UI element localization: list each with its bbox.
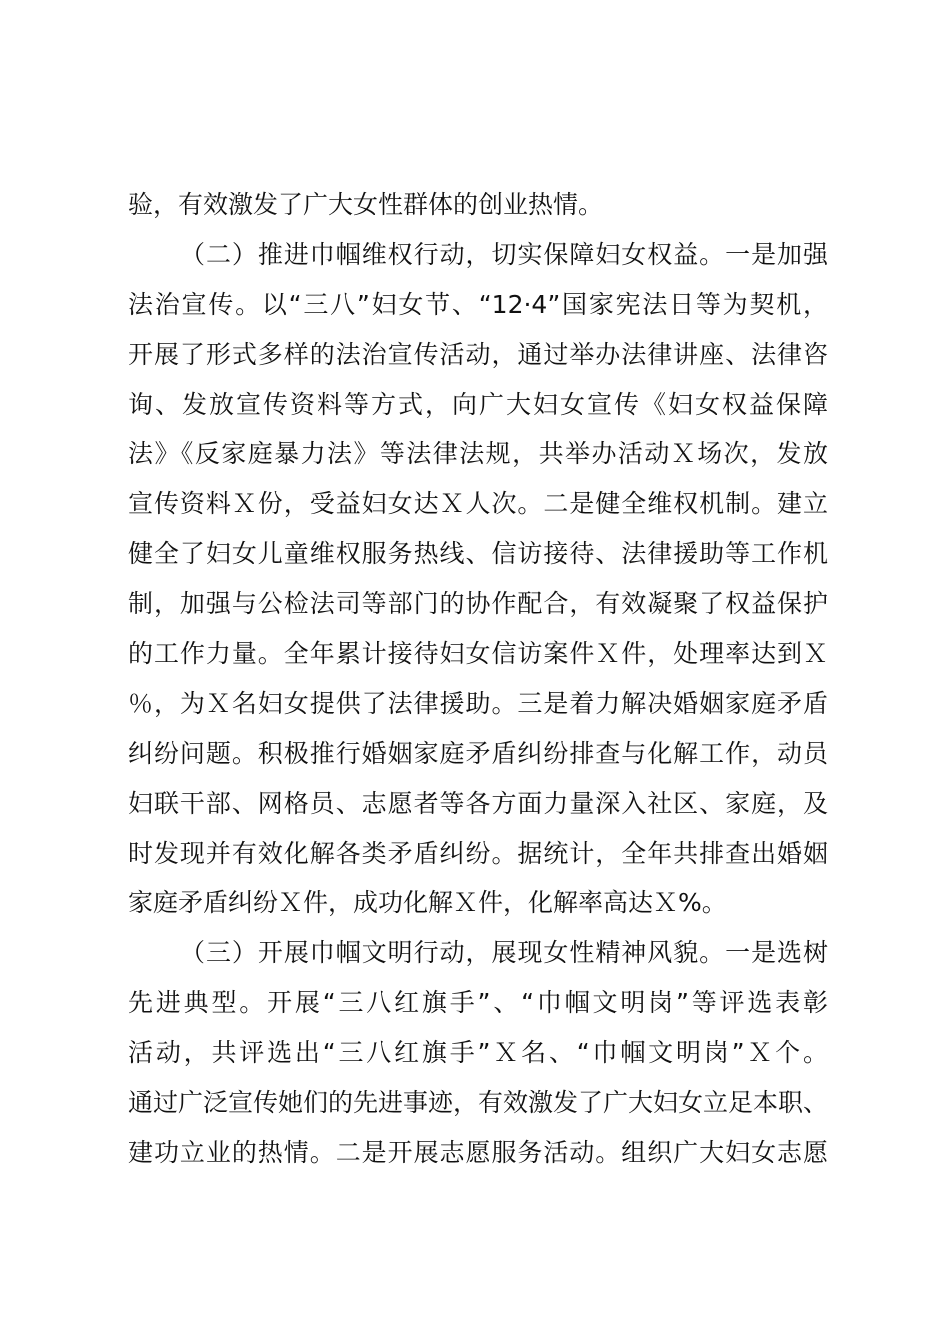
- paragraph-line: 法》《反家庭暴力法》等法律法规，共举办活动Ｘ场次，发放: [128, 439, 828, 469]
- paragraph-line: 家庭矛盾纠纷Ｘ件，成功化解Ｘ件，化解率高达Ｘ%。: [128, 888, 727, 918]
- section-heading-line: （三）开展巾帼文明行动，展现女性精神风貌。一是选树: [180, 938, 828, 968]
- paragraph-line: 纠纷问题。积极推行婚姻家庭矛盾纠纷排查与化解工作，动员: [128, 738, 828, 768]
- paragraph-line: 验，有效激发了广大女性群体的创业热情。: [128, 190, 604, 219]
- paragraph-line: 宣传资料Ｘ份，受益妇女达Ｘ人次。二是健全维权机制。建立: [128, 489, 828, 519]
- section-heading-line: （二）推进巾帼维权行动，切实保障妇女权益。一是加强: [180, 239, 828, 269]
- paragraph-line: 健全了妇女儿童维权服务热线、信访接待、法律援助等工作机: [128, 539, 828, 569]
- paragraph-line: 建功立业的热情。二是开展志愿服务活动。组织广大妇女志愿: [128, 1137, 828, 1167]
- paragraph-line: ％，为Ｘ名妇女提供了法律援助。三是着力解决婚姻家庭矛盾: [128, 688, 828, 718]
- paragraph-line: 通过广泛宣传她们的先进事迹，有效激发了广大妇女立足本职、: [128, 1088, 829, 1118]
- paragraph-line: 活动，共评选出“三八红旗手”Ｘ名、“巾帼文明岗”Ｘ个。: [128, 1038, 828, 1068]
- paragraph-line: 询、发放宣传资料等方式，向广大妇女宣传《妇女权益保障: [128, 389, 828, 419]
- paragraph-line: 开展了形式多样的法治宣传活动，通过举办法律讲座、法律咨: [128, 339, 828, 369]
- paragraph-line: 妇联干部、网格员、志愿者等各方面力量深入社区、家庭，及: [128, 788, 828, 818]
- paragraph-line: 先进典型。开展“三八红旗手”、“巾帼文明岗”等评选表彰: [128, 988, 828, 1018]
- document-body: [128, 180, 828, 1178]
- paragraph-line: 的工作力量。全年累计接待妇女信访案件Ｘ件，处理率达到Ｘ: [128, 639, 828, 669]
- paragraph-line: 时发现并有效化解各类矛盾纠纷。据统计，全年共排查出婚姻: [128, 838, 828, 868]
- paragraph-line: 法治宣传。以“三八”妇女节、“12·4”国家宪法日等为契机，: [128, 289, 828, 319]
- paragraph-line: 制，加强与公检法司等部门的协作配合，有效凝聚了权益保护: [128, 589, 828, 619]
